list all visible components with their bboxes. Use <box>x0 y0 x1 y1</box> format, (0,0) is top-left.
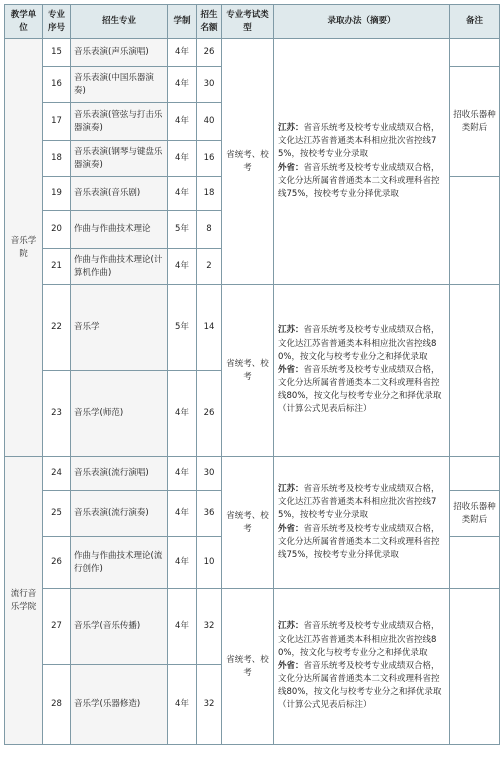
seq-cell: 19 <box>43 177 71 211</box>
method-label-js: 江苏： <box>278 483 304 494</box>
quota-cell: 30 <box>197 457 222 491</box>
duration-cell: 4年 <box>168 141 197 177</box>
quota-cell: 14 <box>197 285 222 371</box>
quota-cell: 18 <box>197 177 222 211</box>
unit-cell: 流行音乐学院 <box>5 457 43 745</box>
duration-cell: 4年 <box>168 249 197 285</box>
header-major: 招生专业 <box>71 5 168 39</box>
seq-cell: 23 <box>43 371 71 457</box>
quota-cell: 36 <box>197 491 222 537</box>
major-cell: 作曲与作曲技术理论(计算机作曲) <box>71 249 168 285</box>
major-cell: 音乐学(乐器修造) <box>71 665 168 745</box>
header-exam-type: 专业考试类型 <box>222 5 274 39</box>
method-label-js: 江苏： <box>278 122 304 133</box>
exam-type-cell: 省统考、校考 <box>222 39 274 285</box>
seq-cell: 28 <box>43 665 71 745</box>
quota-cell: 32 <box>197 665 222 745</box>
duration-cell: 4年 <box>168 457 197 491</box>
method-text-js: 省音乐统考及校考专业成绩双合格，文化达江苏省普通类本科相应批次省控线80%，按文化与校考专业分之和择优录取 <box>278 621 440 658</box>
table-row <box>5 457 500 491</box>
method-cell <box>274 457 450 589</box>
method-label-out: 外省： <box>278 660 304 671</box>
major-cell: 音乐表演(流行演奏) <box>71 491 168 537</box>
major-cell: 音乐表演(中国乐器演奏) <box>71 67 168 103</box>
major-cell: 音乐表演(流行演唱) <box>71 457 168 491</box>
method-text-js: 省音乐统考及校考专业成绩双合格，文化达江苏省普通类本科相应批次省控线75%，按校考专业分录取 <box>278 122 440 160</box>
note-cell-empty <box>450 589 500 745</box>
duration-cell: 4年 <box>168 39 197 67</box>
note-cell-empty <box>450 39 500 67</box>
method-text-js: 省音乐统考及校考专业成绩双合格，文化达江苏省普通类本科相应批次省控线80%，按文化与校考专业分之和择优录取 <box>278 325 440 362</box>
admission-table <box>4 4 500 745</box>
method-label-out: 外省： <box>278 162 304 173</box>
note-cell-empty <box>450 285 500 457</box>
major-cell: 音乐学(师范) <box>71 371 168 457</box>
quota-cell: 26 <box>197 371 222 457</box>
note-cell: 招收乐器种类附后 <box>450 491 500 537</box>
duration-cell: 5年 <box>168 285 197 371</box>
unit-cell: 音乐学院 <box>5 39 43 457</box>
method-cell <box>274 589 450 745</box>
major-cell: 作曲与作曲技术理论(流行创作) <box>71 537 168 589</box>
quota-cell: 2 <box>197 249 222 285</box>
header-quota: 招生名额 <box>197 5 222 39</box>
duration-cell: 5年 <box>168 211 197 249</box>
duration-cell: 4年 <box>168 177 197 211</box>
duration-cell: 4年 <box>168 491 197 537</box>
seq-cell: 15 <box>43 39 71 67</box>
header-seq: 专业序号 <box>43 5 71 39</box>
seq-cell: 25 <box>43 491 71 537</box>
method-text-out: 省音乐统考及校考专业成绩双合格，文化分达所属省普通类本二文科或理科省控线80%，按文化与校考专业分之和择优录取（计算公式见表后标注） <box>278 364 442 415</box>
quota-cell: 26 <box>197 39 222 67</box>
duration-cell: 4年 <box>168 589 197 665</box>
note-cell: 招收乐器种类附后 <box>450 67 500 177</box>
duration-cell: 4年 <box>168 103 197 141</box>
method-text-out: 省音乐统考及校考专业成绩双合格，文化分达所属省普通类本二文科或理科省控线75%，按校考专业分择优录取 <box>278 162 440 199</box>
major-cell: 音乐表演(音乐剧) <box>71 177 168 211</box>
exam-type-cell: 省统考、校考 <box>222 285 274 457</box>
note-cell-empty <box>450 457 500 491</box>
method-label-out: 外省： <box>278 364 304 375</box>
table-row <box>5 39 500 67</box>
seq-cell: 17 <box>43 103 71 141</box>
seq-cell: 21 <box>43 249 71 285</box>
major-cell: 音乐表演(管弦与打击乐器演奏) <box>71 103 168 141</box>
major-cell: 音乐表演(声乐演唱) <box>71 39 168 67</box>
seq-cell: 22 <box>43 285 71 371</box>
exam-type-cell: 省统考、校考 <box>222 457 274 589</box>
major-cell: 音乐表演(钢琴与键盘乐器演奏) <box>71 141 168 177</box>
duration-cell: 4年 <box>168 537 197 589</box>
method-label-js: 江苏： <box>278 325 304 336</box>
header-method: 录取办法（摘要） <box>274 5 450 39</box>
quota-cell: 10 <box>197 537 222 589</box>
method-text-js: 省音乐统考及校考专业成绩双合格，文化达江苏省普通类本科相应批次省控线75%，按校考专业分录取 <box>278 483 440 521</box>
quota-cell: 30 <box>197 67 222 103</box>
seq-cell: 16 <box>43 67 71 103</box>
method-cell <box>274 285 450 457</box>
seq-cell: 27 <box>43 589 71 665</box>
major-cell: 作曲与作曲技术理论 <box>71 211 168 249</box>
quota-cell: 40 <box>197 103 222 141</box>
quota-cell: 32 <box>197 589 222 665</box>
note-cell-empty <box>450 537 500 589</box>
method-text-out: 省音乐统考及校考专业成绩双合格，文化分达所属省普通类本二文科或理科省控线75%，按校考专业分择优录取 <box>278 523 440 560</box>
note-cell-empty <box>450 177 500 285</box>
major-cell: 音乐学(音乐传播) <box>71 589 168 665</box>
method-cell <box>274 39 450 285</box>
header-row <box>5 5 500 39</box>
table-row <box>5 285 500 371</box>
header-duration: 学制 <box>168 5 197 39</box>
duration-cell: 4年 <box>168 67 197 103</box>
header-note: 备注 <box>450 5 500 39</box>
quota-cell: 16 <box>197 141 222 177</box>
seq-cell: 18 <box>43 141 71 177</box>
quota-cell: 8 <box>197 211 222 249</box>
duration-cell: 4年 <box>168 371 197 457</box>
seq-cell: 24 <box>43 457 71 491</box>
seq-cell: 26 <box>43 537 71 589</box>
table-row <box>5 589 500 665</box>
method-text-out: 省音乐统考及校考专业成绩双合格，文化分达所属省普通类本二文科或理科省控线80%，按文化与校考专业分之和择优录取（计算公式见表后标注） <box>278 660 442 711</box>
method-label-js: 江苏： <box>278 621 304 632</box>
header-unit: 教学单位 <box>5 5 43 39</box>
seq-cell: 20 <box>43 211 71 249</box>
exam-type-cell: 省统考、校考 <box>222 589 274 745</box>
method-label-out: 外省： <box>278 523 304 534</box>
major-cell: 音乐学 <box>71 285 168 371</box>
duration-cell: 4年 <box>168 665 197 745</box>
